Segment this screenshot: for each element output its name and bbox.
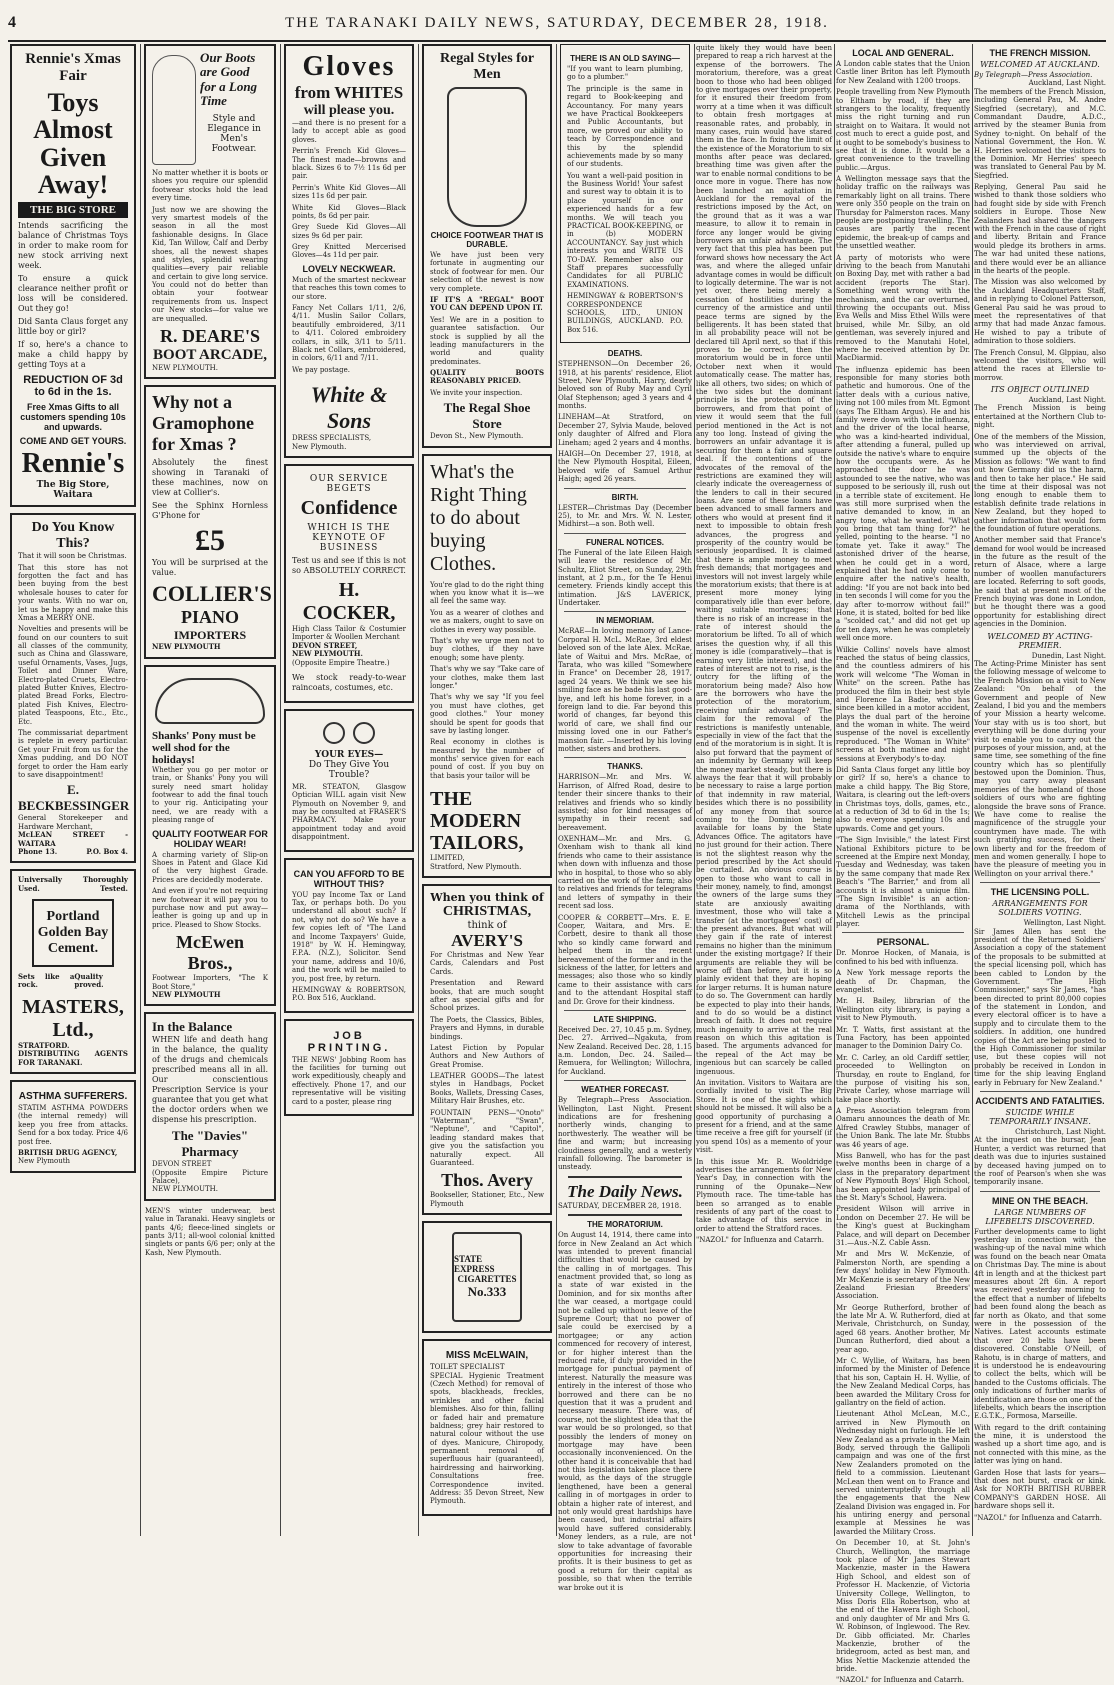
neckwear-text: Much of the smartest neckwear that reaches this town comes to our store. (292, 275, 406, 301)
rennie-name: Rennie's (21, 448, 125, 480)
regal-text: Yes! We are in a position to guarantee satisfaction. Our stock is supplied by all the leading manufacturers in the world and quality predominates. (430, 315, 544, 366)
regal-address: Devon St., New Plymouth. (430, 432, 524, 441)
collier-name: COLLIER'S (152, 581, 272, 607)
mcewen-name: McEwen Bros., (176, 932, 244, 974)
nazol-ad: "NAZOL" for Influenza and Catarrh. (974, 1513, 1102, 1522)
personal-item: President Wilson will arrive in London on December 27. He will be the King's guest at Buckingham Palace, and will depart on December 31.—Aus.-N.Z. Cable Assn. (836, 1205, 970, 1247)
cement-sets: Sets like a rock. (18, 972, 75, 990)
cocker-name: H. COCKER, (302, 578, 396, 624)
avery-think: think of (467, 920, 507, 932)
gloves-please: will please you. (303, 103, 395, 118)
object-text: Another member said that France's demand for wool would be increased in the future as the result of the return of Alsace, where a large number of woollen manufacturers are located. Referring to soft goods, he said that at present most of the French buying was done in London, but he thought there was a good opportunity for establishing direct agencies in the Dominion. (974, 536, 1106, 629)
gloves-headline: Gloves (302, 51, 396, 82)
personal-item: Mr. C. Carley, an old Cardiff settler, proceeded to Wellington on Thursday, en route to England, for the purpose of visiting his son, Private Carley, whose marriage will take place shortly. (836, 1053, 970, 1104)
gloves-text: Perrin's French Kid Gloves—The finest made—browns and black. Sizes 6 to 7½ 11s 6d per pair. (292, 147, 406, 181)
masters-name: MASTERS, Ltd., (22, 995, 124, 1041)
cement-quality: Quality proved. (74, 972, 104, 990)
confidence-sub: WHICH IS THE KEYNOTE OF BUSINESS (307, 522, 391, 553)
object-text: The French Mission is being entertained at the Northern Club to-night. (974, 404, 1106, 430)
licensing-text: Sir James Allen has sent the president of the Returned Soldiers' Association a copy of the statement of the proposals to be submitted at the special licensing poll, which has been cabled to London by the Government. "The High Commissioner," says Sir James, "has been directed to print 80,000 copies of the statement in London, and every electoral officer is to have a supply and to circulate them to the soldiers. In addition, one hundred copies of the Act are being posted to the High Commissioner for similar use, but these copies will not probably be received in London in time for the ship leaving England early in February for New Zealand." (974, 927, 1106, 1087)
avery-name: AVERY'S (451, 931, 523, 951)
cocker-text: We stock ready-to-wear raincoats, costumes, etc. (292, 672, 406, 692)
personal-item: Miss Banwell, who has for the past twelve months been in charge of a class in the preparatory department of New Plymouth Boys' High School, has been appointed lady principal of the St. Mary's School, Hawera. (836, 1152, 970, 1202)
rennie-text: Intends sacrificing the balance of Christmas Toys in order to make room for new stock arriving next week. (18, 221, 128, 271)
acting-premier-headline: WELCOMED BY ACTING-PREMIER. (987, 631, 1093, 650)
mine-text: With regard to the drift containing the mine, it is understood the washed up a short time ago, and is not connected with this mine, as the latter was lying on hand. (974, 1423, 1106, 1466)
cigarette-number: No.333 (467, 1284, 507, 1300)
press-credit: By Telegraph—Press Association. (974, 71, 1093, 79)
mine-headline: MINE ON THE BEACH. (991, 1195, 1088, 1206)
whites-town: New Plymouth. (292, 442, 347, 451)
asthma-title: ASTHMA SUFFERERS. (18, 1091, 128, 1103)
newspaper-title: THE TARANAKI DAILY NEWS, SATURDAY, DECEMBER 28, 1918. (285, 14, 829, 31)
french-mission-text: The Mission was also welcomed by the Auckland Headquarters Staff, and in replying to Colonel Patterson, General Pau said he was proud to meet the representatives of that army that had made Anzac famous. He wished to pay a tribute of admiration to those soldiers. (974, 278, 1106, 346)
dyk-ad (10, 513, 136, 863)
dyk-text: That it will soon be Christmas. (18, 552, 127, 561)
mcelwain-ad (422, 1339, 552, 1516)
memoriam-headline: IN MEMORIAM. (596, 616, 654, 626)
personal-item: Dr. Monroe Hocken, of Manaia, is confined to his bed with influenza. (836, 949, 970, 966)
davies-opp: (Opposite Empire Picture Palace), (152, 1168, 268, 1186)
balance-text: WHEN life and death hang in the balance, the quality of the drugs and chemicals prescribed means all in all. Our conscientious Prescription Service is your guarantee that you get what the doctor orders when we dispense his prescription. (152, 1035, 268, 1125)
personal-item: Mr George Rutherford, brother of the late Mr A. W. Rutherford, died at Merivale, Christchurch, on Sunday, aged 68 years. Another brother, Mr Duncan Rutherford, died about a year ago. (836, 1303, 970, 1354)
avery-text: Presentation and Reward books, that are much sought after as special gifts and for School prizes. (430, 979, 544, 1013)
thanks-notice: HARRISON—Mr. and Mrs. W. Harrison, of Alfred Road, desire to tender their sincere thanks to their relatives and friends who so kindly assisted; also for kind messages of sympathy in their recent sad bereavement. (558, 773, 692, 832)
accidents-headline: ACCIDENTS AND FATALITIES. (975, 1095, 1105, 1106)
moratorium-continued: quite likely they would have been prepared to reap a rich harvest at the expense of the borrowers. The moratorium, therefore, was a great boon to those who had been obliged to give mortgages over their property, for it ensured their freedom from worry at a time when it was difficult to obtain fresh mortgages at reasonable rates, and probably, in many cases, ruin would have stared them in the face. In fixing the limit of the existence of the Moratorium to six months after peace was declared, breathing time was given after the war to enable normal conditions to be once more in vogue. There has now been launched an agitation in Auckland for the removal of the restrictions imposed by the Act, on the ground that as it was a war measure, to allow it to remain in force any longer would be giving borrowers an unfair advantage. The very fact that this plea has been put forward shows how necessary the Act was, and where the alleged unfair advantage comes in would be difficult to logically determine. The war is not yet over, there being merely a cessation of hostilities during the currency of the armistice and until peace terms are signed by the belligerents. It has been stated that in all probability peace will not be declared till April next, so that if this proves to be correct, then the moratorium would be in force until October next when it would automatically cease. The matter has, like all others, two sides; on which of the two sides but the dominant principle is the protection of the borrowers, and from that point of view it would seem that the full period mentioned in the Act is not any too long. Instead of giving the borrowers an unfair advantage it is securing for them a fair and square deal. If the contentions of the advocates of the removal of the restrictions are examined they will clearly indicate the overeagerness of the lenders to call in their secured loans. Are some of these loans have been advanced to small farmers and others who would at present find it next to impossible to obtain fresh advances, the progress and prosperity of the country would be seriously jeopardised. It is claimed that there is ample money to meet fresh demands; that mortgagees and investors will not invest largely while the moratorium exists; that there is at present more money lying comparatively idle than ever before, waiting suitable mortgages; that there is no risk of an increase in the rate of interest should the moratorium be lifted. To all of which arises the question why, if all this money is idle (comparatively—that is earning very little interest), and the rates of interest are not to rise, is the outcry for the lifting of the moratorium being made? Also how are the borrowers who have the protection of the moratorium, receiving unfair advantage? The claim for the removal of the restrictions is manifestly untenable, especially in view of the fact that the end of the moratorium is in sight. It is also put forward that the payment of an indemnity by Germany will keep the money market steady, but there is always the fear that it will probably be necessary to raise a large portion of that indemnity in raw material, besides which there is no possibility of any money from that source coming to the Dominion being available for loans by the State Advances Office. The agitators have no just ground for their action. There is not the slightest reason why the period prescribed by the Act should be curtailed. An obvious course is open to those who want to call in their money, namely, to find, amongst the owners of the large sums they state are anxiously awaiting investment, those who will take a transfer (at the mortgagees' cost) of the present advances. But what will they gain if the rate of interest remains no higher than the minimum under the existing mortgage? If their arguments are reliable they will be worse off than before, but it is so plainly evident that they are hoping for larger returns. It is human nature to do so. The Government can hardly be expected to play into their hands, and to do so would be a distinct breach of faith. It does not require much ingenuity to arrive at the real reason on which this agitation is based. The arguments advanced for the repeal of the Act may be ingenious but can scarcely be called ingenuous. (696, 44, 832, 1076)
gloves-from: from WHITES (294, 83, 404, 102)
eyes-headline: YOUR EYES— (314, 749, 384, 760)
local-headline: LOCAL AND GENERAL. (852, 48, 954, 58)
local-item: A party of motorists who were driving to the beach from Manutahi on Boxing Day, met with rather a bad accident (reports The Star). Something went wrong with the mechanism, and the car overturned, throwing the occupants out. Miss Eva Wells and Miss Ethel Wills were bruised, while Mr. Silby, an old gentleman, was severely injured and removed to the Manutahi Hotel, where he received attention by Dr. MacDiarmid. (836, 253, 970, 363)
pony-text: And even if you're not requiring new footwear it will pay you to purchase now and put away—leather is going up and up in price. Pleased to Show Stocks. (152, 887, 268, 929)
french-mission-sub: WELCOMED AT AUCKLAND. (980, 60, 1100, 69)
local-item: A Wellington message says that the holiday traffic on the railways was remarkably light on all trains. There were only 350 people on the train on Thursday for Palmerston races. Many people are postponing travelling. The causes are partly the recent epidemic, the break-up of camps and the unsettled weather. (836, 175, 970, 251)
dyk-text: That this store has not forgotten the fact and has been buying from the best wholesale houses to cater for your wants. With no war on, let us be happy and make this Xmas a MERRY ONE. (18, 563, 128, 622)
right-text: Real economy in clothes is measured by the number of months' service given for each pound of cost. If you buy on that basis your tailor will be (430, 738, 544, 780)
mcelwain-text: SPECIAL Hygienic Treatment (Czech Method) for removal of spots, blackheads, freckles, wrinkles and other facial blemishes. Also for thin, falling or faded hair and premature baldness; grey hair restored to natural colour without the use of dyes. Manicure, Chiropody, permanent removal of superfluous hair (guaranteed), hairdressing and hairworking. Consultations free. Correspondence invited. Address: 35 Devon Street, New Plymouth. (430, 1371, 544, 1506)
collier-piano: PIANO (181, 607, 239, 628)
beck-phone: Phone 13. (18, 846, 58, 856)
old-saying-text: You want a well-paid position in the Business World! Your safest and surest way to obtain it is to place yourself in our experienced hands for a few months. We will teach you PRACTICAL BOOK-KEEPING, or in (b) MODERN ACCOUNTANCY. Say just which interests you and WRITE US TO-DAY. Remember also our Staff prepares successfully Candidates for all PUBLIC EXAMINATIONS. (567, 171, 683, 289)
asthma-address: New Plymouth (18, 1157, 71, 1166)
right-text: That's why we say "Take care of your clothes, make them last longer." (430, 665, 544, 690)
eyes-text: MR. STEATON, Glasgow Optician WILL again visit New Plymouth on November 9, and may be consulted at FRASER'S PHARMACY. Make your appointment today and avoid disappointment. (292, 782, 406, 842)
gramophone-text: You will be surprised at the value. (152, 558, 268, 578)
column-1 (8, 44, 138, 1536)
rennie-reduction: REDUCTION OF 3d to 6d in the 1s. (23, 374, 123, 399)
beck-sub: General Storekeeper and Hardware Merchant, (18, 814, 128, 831)
masters-town: STRATFORD. (18, 1040, 70, 1050)
rennie-text: Did Santa Claus forget any little boy or girl? (18, 317, 128, 337)
dateline: Wellington, Last Night. (1023, 919, 1106, 928)
personal-item: Mr and Mrs W. McKenzie, of Palmerston North, are spending a few days' holiday in New Plymouth. Mr McKenzie is secretary of the New Zealand Friesian Breeders' Association. (836, 1250, 970, 1301)
new-year-notice: In this issue Mr. R. Wooldridge advertises the arrangements for New Year's Day, in connection with the running of the Opunake—New Plymouth race. The time-table has been so arranged as to enable residents of any part of the coast to take advantage of this service in order to attend the Stratford races. (696, 1157, 832, 1233)
moratorium-headline: THE MORATORIUM. (587, 1220, 663, 1230)
asthma-agency: BRITISH DRUG AGENCY, (18, 1147, 118, 1157)
boots-style: Style and Elegance in Men's Footwear. (207, 114, 261, 155)
big-store-banner: THE BIG STORE (18, 202, 128, 218)
page-number: 4 (8, 14, 16, 31)
gloves-text: Grey Knitted Mercerised Gloves—4s 11d per pair. (292, 243, 406, 260)
old-saying-signature: HEMINGWAY & ROBERTSON'S CORRESPONDENCE SCHOOLS, LTD., UNION BUILDINGS, AUCKLAND. P.O. Box 516. (567, 292, 683, 334)
column-4 (420, 44, 554, 1536)
local-item: The influenza epidemic has been responsible for many stories both pathetic and humorous. One of the latter deals with a curious native, living not 100 miles from Mt. Egmont (says The Eltham Argus). He and his family were down with the influenza, and the driver of the local hearse, who was a kind-hearted individual, after attending a funeral, pulled up outside the native's whare to enquire how the occupants were. As he approached the door he was astounded to see the native, who was supposed to be seriously ill, rush out in a terrible state of excitement. He was still more surprised when the native demanded to know, in an angry tone, what he wanted. "What you bring that tam thing for?" he yelled, pointing to the hearse. "I no tomate yet. Take it away." The astonished driver of the hearse, when he could get in a word, explained that he had only come to enquire after the native's health, adding: "If you are not back into bed in ten seconds I will come for you the day after to-morrow without fail!" Hone, it is stated, bolted for bed like a "scolded cat," and did not get up for ten days, when he was completely well once more. (836, 365, 970, 643)
regal-text: We invite your inspection. (430, 388, 523, 397)
asthma-ad (10, 1080, 136, 1173)
column-2 (142, 44, 278, 1536)
cocker-ad (284, 464, 414, 703)
death-notice: HAIGH—On December 27, 1918, at the New Plymouth Hospital, Eileen, beloved wife of Samuel Arthur Haigh; aged 26 years. (558, 450, 692, 484)
collier-importers: IMPORTERS (173, 628, 247, 643)
shipping-text: Received Dec. 27, 10.45 p.m. Sydney, Dec. 27. Arrived—Ngakuta, from New Zealand. Received Dec. 28, 1.15 a.m. London, Dec. 24. Sailed—Remuera, for Wellington; Willochra, for Auckland. (558, 1025, 692, 1076)
beck-name: E. BECKBESSINGER (18, 782, 130, 814)
shipping-headline: LATE SHIPPING. (593, 1014, 657, 1024)
whites-sub: DRESS SPECIALISTS, (292, 434, 372, 443)
rennie-text: To ensure a quick clearance neither profit or loss will be considered. Out they go! (18, 274, 128, 314)
personal-item: On December 10, at St. John's Church, Wellington, the marriage took place of Mr James Stewart Mackenzie, master in the Hawera High School, and eldest son of Professor H. Mackenzie, of Victoria University College, Wellington, to Miss Doris Ella Robertson, who at the end of the Hawera High School, and only daughter of Mr and Mrs G. W. Robinson, of Inglewood. The Rev. Dr. Gibb officiated. Mr. Charles Mackenzie, brother of the bridegroom, acted as best man, and Miss Nettie Mackenzie attended the bride. (836, 1539, 970, 1674)
regal-name: The Regal Shoe Store (443, 400, 531, 432)
rennie-headline: Toys Almost Given Away! (33, 88, 113, 199)
boots-headline: Our Boots are Good for a Long Time (200, 50, 258, 108)
nazol-ad: "NAZOL" for Influenza and Catarrh. (696, 1236, 824, 1245)
regal-text: We have just been very fortunate in augmenting our stock of footwear for men. Our selection of the newest is now very complete. (430, 251, 544, 293)
local-item: A London cable states that the Union Castle liner Briton has left Plymouth for New Zealand with 1200 troops. (836, 60, 970, 85)
modern-tailors-name: THE MODERN TAILORS, (430, 788, 524, 855)
hemingway-ad (560, 44, 690, 343)
gramophone-text: See the Sphinx Hornless G'Phone for (152, 501, 268, 521)
avery-text: For Christmas and New Year Cards, Calendars and Post Cards. (430, 951, 544, 976)
avery-sub: Bookseller, Stationer, Etc., New Plymouth (430, 1191, 544, 1208)
licensing-headline: THE LICENSING POLL. (990, 887, 1090, 898)
deare-ad (144, 44, 276, 379)
waitara-invitation: An invitation. Visitors to Waitara are cordially invited to visit The Big Store. It is one of the sights which should not be missed. It will also be a good opportunity of purchasing a present for a friend, and at the same time receive a free gift for yourself (if you spend 10s) as a memento of your visit. (696, 1079, 832, 1155)
memoriam-notice: McRAE—In loving memory of Lance-Corporal H. McL. McRae, 3rd eldest beloved son of the late Alex. McRae, late of Waitui and Mrs. McRae, of Tarata, who was killed "Somewhere in France" on December 28, 1917, aged 24 years. We think we see his smiling face as he bade his last good-bye, and left his home forever, in a foreign land to die. Far beyond this world of changes, far beyond this world of care, we shall find our missing loved one in our Father's mansion fair. —Inserted by his loving mother, sisters and brothers. (558, 627, 692, 753)
whites-name: White & Sons (310, 382, 388, 434)
cement-thoroughly: Thoroughly (82, 875, 128, 885)
cocker-sub: High Class Tailor & Costumier Importer & Woollen Merchant (292, 624, 406, 642)
personal-item: Lieutenant Athol McLean, M.C., arrived in New Plymouth on Wednesday night on furlough. He left New Zealand as a private in the Main Body, served through the Gallipoli campaign and was one of the first New Zealanders promoted on the field to a commission. Lieutenant McLean then went on to France and served uninterruptedly through all the engagements that the New Zealand Division was engaged in. For his untiring energy and personal example at Messines he was awarded the Military Cross. (836, 1410, 970, 1536)
thanks-notice: COOPER & CORBETT—Mrs. E. E. Cooper, Waitara, and Mrs. E. Corbett, desire to thank all those who so kindly came forward and helped them in the recent bereavement of the former and in the sickness of the latter, for letters and messages; also those who so kindly came to their assistance with cars and to the attendant Hospital staff and Dr. Grove for their kindness. (558, 913, 692, 1006)
regal-text: QUALITY BOOTS REASONABLY PRICED. (430, 368, 544, 386)
neckwear-text: Fancy Net Collars 1/11, 2/6, 4/11. Muslin Sailor Collars, beautifully embroidered, 3/11 to 4/11. Colored embroidery collars, in silk, 3/11 to 5/11. Black net Collars, embroidered, in colors, 6/11 and 7/11. (292, 304, 406, 363)
object-text: One of the members of the Mission, who was interviewed on arrival, summed up the objects of the Mission as follows: "We want to find out how Germany did us the harm, and then to take her place." He said the time at their disposal was not long enough to enable them to establish definite trade relations in New Zealand, but they hoped to gather information that would form the foundation of future operations. (974, 432, 1106, 533)
nazol-ad: "NAZOL" for Influenza and Catarrh. (836, 1676, 964, 1685)
whites-ad (284, 44, 414, 458)
job-headline: JOB PRINTING. (307, 1029, 391, 1054)
modern-tailors-ad (422, 454, 552, 878)
rennie-footer: The Big Store, Waitara (36, 480, 110, 501)
confidence-pre: OUR SERVICE BEGETS (309, 473, 389, 494)
cement-name: Portland Golden Bay Cement. (32, 899, 114, 967)
deare-arcade: BOOT ARCADE, (153, 347, 267, 364)
modern-town: Stratford, New Plymouth. (430, 862, 522, 871)
weather-text: By Telegraph—Press Association. Wellington, Last Night. Present indications are for freshening northerly winds, changing to northwesterly. The weather will be fine and warm; but increasing cloudiness generally, and a westerly rainfall following. The barometer is unsteady. (558, 1096, 692, 1172)
confidence-headline: Confidence (300, 496, 398, 519)
accidents-sub: SUICIDE WHILE TEMPORARILY INSANE. (989, 1107, 1091, 1126)
column-8 (974, 44, 1106, 1536)
gloves-text: —and there is no present for a lady to accept able as good gloves. (292, 119, 406, 144)
right-text: That's why we say "If you feel you must have clothes, get good clothes." Your money should be spent for goods that save by lasting longer. (430, 693, 544, 735)
avery-intro: When you think of (430, 891, 544, 905)
object-headline: ITS OBJECT OUTLINED (990, 385, 1090, 395)
weather-headline: WEATHER FORECAST. (581, 1085, 669, 1095)
french-mission-text: The French Consul, M. Glppiau, also welcomed the visitors, who will attend the races at Ellerslie to-morrow. (974, 348, 1106, 382)
pony-headline: Shanks' Pony must be well shod for the holidays! (152, 729, 256, 766)
dateline: Christchurch, Last Night. (1015, 1127, 1106, 1136)
avery-text: FOUNTAIN PENS—"Onoto" "Waterman", "Swan", "Neptune", and "Capitol", leading standard makes that give you the satisfaction you naturally expect. All Guaranteed. (430, 1108, 544, 1167)
masters-distributing: DISTRIBUTING AGENTS FOR TARANAKI. (18, 1049, 128, 1067)
personal-item: Mr. H. Bailey, librarian of the Wellington city library, is paying a visit to New Plymouth. (836, 997, 970, 1023)
french-mission-text: The members of the French Mission, including General Pau, M. Andre Siegfried (secretary), and M.C. Commandant Daudre, A.D.C., arrived by the steamer Bunia from Sydney to-night. On behalf of the National Government, the Hon. W. H. Herries welcomed the visitors to the Dominion. Mr Herries' speech was translated to General Pau by M. Siegfried. (974, 87, 1106, 180)
right-text: You're glad to do the right thing when you know what it is—we all feel the same way. (430, 580, 544, 606)
personal-headline: PERSONAL. (876, 937, 930, 948)
job-text: THE NEWS' Jobbing Room has the facilities for turning out work expeditiously, cheaply and effectively. Phone 17, and our representative will be visiting card to a poster, please ring (292, 1055, 406, 1106)
rennie-free-gifts: Free Xmas Gifts to all customers spending 10s and upwards. (20, 402, 126, 433)
regal-headline: Regal Styles for Men (439, 51, 535, 82)
personal-item: A New York message reports the death of Dr. Chapman, the evangelist. (836, 969, 970, 995)
pony-text: Whether you go per motor or train, or Shanks' Pony you will surely need smart holiday footwear to add the final touch to your rig. Anticipating your need, we are ready with a pleasing range of (152, 765, 268, 825)
gloves-text: Grey Suede Kid Gloves—All sizes 9s 6d per pair. (292, 223, 406, 240)
avery-ad (422, 884, 552, 1215)
optician-ad (284, 709, 414, 852)
pony-sub: QUALITY FOOTWEAR FOR HOLIDAY WEAR! (152, 828, 268, 849)
pony-text: A charming variety of Slip-on Shoes in Patent and Glace Kid of the very highest Grade. Prices are decidedly moderate. (152, 850, 268, 884)
avery-christmas: CHRISTMAS, (442, 904, 532, 920)
column-7 (836, 44, 970, 1685)
cocker-opp: (Opposite Empire Theatre.) (292, 658, 390, 667)
neckwear-headline: LOVELY NECKWEAR. (302, 263, 396, 274)
davies-ad (144, 1012, 276, 1201)
dateline: Auckland, Last Night. (1028, 396, 1106, 405)
local-item: "The Sign Invisible," the latest First National Exhibitors picture to be screened at the Empire next Monday, Tuesday and Wednesday, was taken by the same company that made Rex Beach's "The Barrier," and from all accounts it is almost a unique film. "The Sign Invisible" is an action-drama of the Northlands, with Mitchell Lewis as the principal player. (836, 836, 970, 929)
column-6 (696, 44, 832, 1536)
funeral-notice: The Funeral of the late Eileen Haigh will leave the residence of Mr. Schultz, Eliot Street, on Sunday, 29th instant, at 2 p.m., for the Te Henui cemetery. Friends kindly accept this intimation. J&S LAVERICK, Undertaker. (558, 548, 692, 608)
cement-used: Used. (18, 883, 40, 893)
eyes-sub: Do They Give You Trouble? (308, 759, 390, 780)
old-saying-text: The principle is the same in regard to Book-keeping and Accountancy. For many years we have Practical Bookkeepers and Public Accountants, but more, we proved our ability to teach by Correspondence and this by the splendid achievements made by so many of our students. (567, 84, 683, 169)
mine-text: Further developments came to light yesterday in connection with the washing-up of the naval mine which was found on the beach near Omata on Christmas Day. The mine is about 4ft in length and at the thickest part measures about 2ft 6in. A report was received yesterday morning to the effect that a number of lifebelts had been found along the beach as far north as Okato, and that some were in the possession of the Natives. Latest accounts estimate that over 20 belts have been discovered. Constable O'Neill, of Rahotu, is in charge of matters, and it is understood he is endeavouring to collect the belts, which will be handed to the Customs officials. The only indications of further marks of identification are those on one of the lifebelts, which bears the inscription E.G.T.K., Formosa, Marseille. (974, 1227, 1106, 1421)
licensing-sub: ARRANGEMENTS FOR SOLDIERS VOTING. (992, 899, 1088, 918)
tax-text: YOU pay Income Tax or Land Tax, or perhaps both. Do you understand all about such? If not, why not do so? We have a few copies left of "The Land and Income Taxpayers' Guide, 1918" by W. H. Hemingway, F.P.A. (N.Z.), Solicitor. Send your name, address and 10/6, and the work will be mailed to you, post free, by return. (292, 890, 406, 983)
gramophone-headline: Why not a Gramophone for Xmas ? (152, 392, 255, 454)
regal-sub: CHOICE FOOTWEAR THAT IS DURABLE. (430, 231, 544, 249)
dyk-text: The commissariat department is replete in every particular. Get your Fruit from us for the Xmas pudding, and DO NOT forget to order the Ham early to save disappointment! (18, 729, 128, 779)
local-item: Did Santa Claus forget any little boy or girl? If so, here's a chance to make a child happy. The Big Store, Waitara, is clearing out the left-overs in Christmas toys, dolls, games, etc., at a reduction of 3d to 6d in the 1s; also to everyone spending 10s and upwards. Come and get yours. (836, 766, 970, 833)
davies-name: The "Davies" Pharmacy (171, 1128, 249, 1160)
mcewen-ad (144, 665, 276, 1006)
local-item: People travelling from New Plymouth to Eltham by road, if they are strangers to the locality, frequently miss the right turning and run straight on to Waitara. It would not cost much to erect a guide post, and it ought to be somebody's business to see that it is done. It would be a great convenience to the travelling public.—Argus. (836, 88, 970, 172)
man-figure-image (152, 55, 196, 165)
dyk-text: Novelties and presents will be found on our counters to suit all classes of the community, such as China and Glassware, useful Ornaments, Vases, Jugs, Toilet and Dinner Ware, Electro-plated Cruets, Electro-plated Butter Knives, Electro-plated Bread Forks, Electro-plated Fish Knives, Electro-plated Teaspoons, Etc., Etc., Etc. (18, 625, 128, 726)
kash-notice: MEN'S winter underwear, best value in Taranaki. Heavy singlets or pants 4/6; fleece-lined singlets or pants 3/11; all-wool colonial knitted singlets or pants 6/6 per; only at the Kash, New Plymouth. (145, 1206, 275, 1257)
french-mission-headline: THE FRENCH MISSION. (989, 48, 1091, 58)
cocker-town: NEW PLYMOUTH. (292, 649, 363, 659)
taxpayer-ad (284, 858, 414, 1013)
deare-name: R. DEARE'S (159, 326, 261, 347)
balance-headline: In the Balance (152, 1019, 233, 1035)
cigarette-type: CIGARETTES (457, 1274, 517, 1285)
dateline: Dunedin, Last Night. (1031, 651, 1106, 660)
rennie-ad (10, 44, 136, 507)
thanks-notice: OXENHAM—Mr. and Mrs. G. Oxenham wish to thank all kind friends who came to their assistance when down with influenza and those who in hospital, to those who so ably carried on the work of the farm; also to relatives and friends for telegrams and letters of sympathy in their recent sad loss. (558, 835, 692, 911)
modern-limited: LIMITED, (430, 854, 465, 863)
rennie-come: COME AND GET YOURS. (19, 436, 127, 447)
mcelwain-name: MISS McELWAIN, (445, 1350, 529, 1362)
state-express-ad (422, 1221, 552, 1333)
neckwear-postage: We pay postage. (292, 365, 350, 374)
spectacles-icon (292, 722, 406, 744)
cigarette-brand: STATE EXPRESS (454, 1254, 495, 1275)
cocker-address: DEVON STREET, (292, 640, 358, 650)
french-mission-text: Replying, General Pau said he wished to thank those soldiers who had fought side by side with French soldiers in Europe. Those New Zealanders had shared the dangers with the French in the cause of right and liberty. Britain and France would pledge its brothers in arms. The war had united these nations, and there would ever be an alliance in the hearts of the people. (974, 183, 1106, 275)
avery-text: LEATHER GOODS—The latest styles in Handbags, Pocket Books, Wallets, Dressing Cases, Military Hair Brushes, etc. (430, 1072, 544, 1106)
cigarette-pack-image (452, 1232, 522, 1322)
personal-item: Mr. T. Watts, first assistant at the Tuna Factory, has been appointed manager to the Dominion Dairy Co. (836, 1025, 970, 1051)
deare-town: NEW PLYMOUTH. (152, 364, 218, 373)
asthma-body: STATIM ASTHMA POWDERS (the internal remedy) will keep you free from attacks. Send for a box today. Price 4/6 post free. (18, 1104, 128, 1146)
birth-headline: BIRTH. (611, 492, 639, 502)
birth-notice: LESTER—Christmas Day (December 25), to Mr. and Mrs. W. N. Lester, Midhirst—a son. Both well. (558, 503, 692, 529)
boot-image (447, 87, 527, 227)
boots-text: Just now we are showing the very smartest models of the season in all the most fashionable designs. In Glace Kid, Tan Willow, Calf and Derby shoes, all the newest shapes and styles, splendid wearing qualities—every pair reliable and certain to give long service. You could not do better than obtain your footwear requirements from us. Inspect our New stocks—for value we are unequalled. (152, 205, 268, 323)
collier-town: NEW PLYMOUTH (152, 642, 221, 652)
local-item: Wilkie Collins' novels have almost reached the status of being classics, and the countless admirers of his work will welcome "The Woman in White" on the screen. Pathe has produced the film in their best style and Florence La Badie, who has since been killed in a motor accident, plays the dual part of the heroine and the woman in white. The weird suspense of the novel is excellently reproduced. "The Woman in White" screens at both matinee and night sessions at Everybody's to-day. (836, 645, 970, 763)
tax-headline: CAN YOU AFFORD TO BE WITHOUT THIS? (293, 868, 405, 889)
mcelwain-sub: TOILET SPECIALIST (430, 1363, 505, 1372)
death-notice: LINEHAM—At Stratford, on December 27, Sylvia Maude, beloved only daughter of Alfred and Flora Lineham; aged 2 years and 4 months. (558, 413, 692, 447)
gramophone-text: Absolutely the finest showing in Taranaki of these machines, now on view at Collier's. (152, 458, 268, 498)
personal-item: A Press Association telegram from Oamaru announces the death of Mr. Alfred Crawley Stubbs, manager of the Union Bank. The late Mr. Stubbs was 46 years of age. (836, 1107, 970, 1149)
shoe-image (155, 678, 265, 724)
old-saying-headline: THERE IS AN OLD SAYING— (570, 54, 680, 63)
dateline: Auckland, Last Night. (1028, 79, 1106, 88)
accidents-text: At the inquest on the bursar, Jean Hunter, a verdict was returned that death was due to injuries sustained by deceased having jumped on to the roof of Pearson's when she was temporarily insane. (974, 1136, 1106, 1187)
avery-text: Latest Fiction by Popular Authors and New Authors of Great Promise. (430, 1043, 544, 1069)
boots-text: No matter whether it is boots or shoes you require our splendid footwear stocks hold the lead every time. (152, 169, 268, 203)
rennie-title: Rennie's Xmas Fair (25, 51, 121, 84)
mcewen-town: NEW PLYMOUTH (152, 989, 221, 999)
gloves-text: Perrin's White Kid Gloves—All sizes 11s 6d per pair. (292, 183, 406, 201)
tax-signature: HEMINGWAY & ROBERTSON, P.O. Box 516, Auckland. (292, 985, 406, 1003)
davies-address: DEVON STREET (152, 1160, 212, 1169)
davies-town: NEW PLYMOUTH. (152, 1185, 218, 1194)
mine-sub: LARGE NUMBERS OF LIFEBELTS DISCOVERED. (985, 1207, 1095, 1226)
cement-universally: Universally (18, 875, 62, 885)
death-notice: STEPHENSON—On December 26, 1918, at his parents' residence, Eliot Street, New Plymouth, Harry, dearly beloved son of Ruby May and Cyril Olaf Stephenson; aged 3 years and 4 months. (558, 360, 692, 411)
regal-ad (422, 44, 552, 448)
old-saying-quote: "If you want to learn plumbing, go to a plumber." (567, 65, 683, 82)
masthead (8, 6, 1106, 42)
thanks-headline: THANKS. (607, 762, 643, 772)
cement-tested: Tested. (100, 883, 128, 893)
avery-text: The Poets, the Classics, Bibles, Prayers and Hymns, in durable bindings. (430, 1015, 544, 1041)
mcewen-sub: Footwear Importers, "The K Boot Store," (152, 974, 268, 991)
column-3 (282, 44, 416, 1536)
collier-ad (144, 385, 276, 658)
gramophone-price: £5 (195, 524, 225, 558)
deaths-headline: DEATHS. (607, 349, 643, 359)
moratorium-text: On August 14, 1914, there came into force in New Zealand an Act which was intended to prevent financial difficulties that would be caused by the calling in of mortgages. This enactment provided that, so long as a state of war existed in the Dominion, and for six months after the war ceased, a mortgage could not be called up without leave of the Supreme Court; that no power of sale could be exercised by a mortgagee; or any action commenced for recovery of interest, or for higher interest than the reduced rate, if duly provided in the mortgage for punctual payment of interest. Naturally the measure was entirely in the interest of those who borrowed and there can be no question that it was a prudent and necessary measure. There was, of course, not the slightest idea that the war would be so prolonged, so that possibly the lenders of money on mortgage may have been occasionally inconvenienced. On the other hand it is conceivable that had not this legislation taken place there would, as the days of the struggle lengthened, have been a general calling in of mortgages in order to obtain a higher rate of interest, and not only would great hardships have been caused, but industrial affairs would have suffered considerably. Money lenders, as a rule, are not slow to take advantage of favorable opportunities for increasing their profits. It is their business to get as good a return for their capital as possible, so that when the terrible war broke out it is (558, 1231, 692, 1592)
paper-date: SATURDAY, DECEMBER 28, 1918. (558, 1201, 682, 1210)
rennie-text: If so, here's a chance to make a child happy by getting Toys at a (18, 340, 128, 370)
dyk-title: Do You Know This? (31, 520, 115, 552)
gloves-text: White Kid Gloves—Black points, 8s 6d per pair. (292, 203, 406, 220)
beck-box: P.O. Box 4. (86, 846, 128, 856)
cement-ad (10, 869, 136, 1074)
paper-name: The Daily News. (567, 1181, 683, 1201)
right-thing-headline: What's the Right Thing to do about buying Clothes. (430, 460, 527, 575)
column-5 (558, 44, 692, 1592)
confidence-text: Test us and see if this is not so ABSOLUTELY CORRECT. (292, 555, 406, 575)
mine-text: Garden Hose that lasts for years—that does not burst, crack or kink. Ask for NORTH BRITISH RUBBER COMPANY'S GARDEN HOSE. All hardware shops sell it. (974, 1468, 1106, 1511)
right-text: That's why we urge men not to buy clothes, if they have enough; some have plenty. (430, 636, 544, 662)
funeral-headline: FUNERAL NOTICES. (585, 537, 665, 547)
job-printing-ad (284, 1019, 414, 1116)
acting-premier-text: The Acting-Prime Minister has sent the following message of welcome to the French Mission on a visit to New Zealand: "On behalf of the Government and people of New Zealand, I bid you and the members of your Mission a hearty welcome. Your stay with us is too short, but everything will be done during your visit to enable you to carry out the purposes of your mission, and, at the same time, see something of the fine country which has so plentifully bestowed upon the Dominion. Thus, may you carry away pleasant memories of the homeland of those soldiers of ours who are fighting alongside the brave sons of France. We have come to realise the magnificence of the struggle your countrymen have made. The with such gratifying success, for their own liberty and for the freedom of men and women generally. I hope to have the pleasure of meeting you in Wellington on your arrival there." (974, 660, 1106, 878)
right-text: You as a wearer of clothes and we as makers, ought to save on clothes in every way possible. (430, 608, 544, 634)
personal-item: Mr C. Wyllie, of Waitara, has been informed by the Minister of Defence that his son, Captain H. H. Wyllie, of the New Zealand Medical Corps, has been awarded the Military Cross for gallantry on the field of action. (836, 1357, 970, 1407)
regal-text: IF IT'S A "REGAL" BOOT YOU CAN DEPEND UPON IT. (430, 294, 544, 313)
beck-address: McLEAN STREET - WAITARA (18, 830, 128, 848)
avery-footer: Thos. Avery (441, 1170, 533, 1191)
